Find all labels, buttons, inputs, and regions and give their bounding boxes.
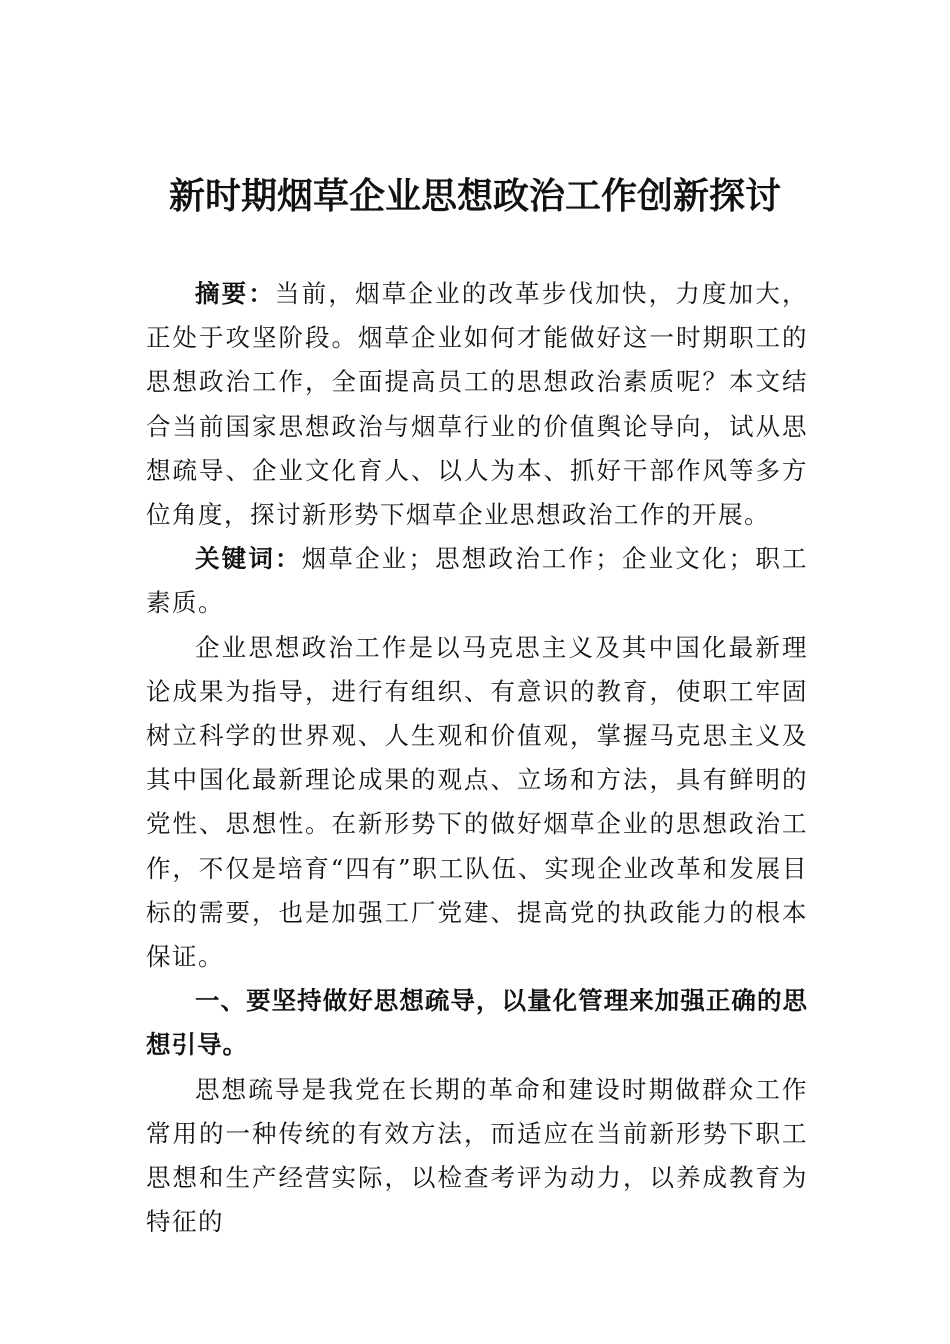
abstract-label: 摘要： xyxy=(195,279,276,308)
document-title: 新时期烟草企业思想政治工作创新探讨 xyxy=(168,175,781,217)
keywords-text: 烟草企业；思想政治工作；企业文化；职工素质。 xyxy=(146,544,809,618)
section-heading-1: 一、要坚持做好思想疏导，以量化管理来加强正确的思想引导。 xyxy=(146,986,808,1060)
keywords-label: 关键词： xyxy=(195,544,302,574)
abstract-paragraph xyxy=(146,272,808,537)
section-1-paragraph: 思想疏导是我党在长期的革命和建设时期做群众工作常用的一种传统的有效方法，而适应在当前新形势下职工思想和生产经营实际，以检查考评为动力，以养成教育为特征的 xyxy=(146,1074,808,1237)
document-body xyxy=(146,272,808,1244)
abstract-text: 当前，烟草企业的改革步伐加快，力度加大，正处于攻坚阶段。烟草企业如何才能做好这一时期职工的思想政治工作，全面提高员工的思想政治素质呢？本文结合当前国家思想政治与烟草行业的价值舆论导向，试从思想疏导、企业文化育人、以人为本、抓好干部作风等多方位角度，探讨新形势下烟草企业思想政治工作的开展。 xyxy=(146,279,808,530)
intro-paragraph: 企业思想政治工作是以马克思主义及其中国化最新理论成果为指导，进行有组织、有意识的教育，使职工牢固树立科学的世界观、人生观和价值观，掌握马克思主义及其中国化最新理论成果的观点、立场和方法，具有鲜明的党性、思想性。在新形势下的做好烟草企业的思想政治工作，不仅是培育“四有”职工队伍、实现企业改革和发展目标的需要，也是加强工厂党建、提高党的执政能力的根本保证。 xyxy=(146,632,808,972)
keywords-paragraph xyxy=(146,537,808,625)
